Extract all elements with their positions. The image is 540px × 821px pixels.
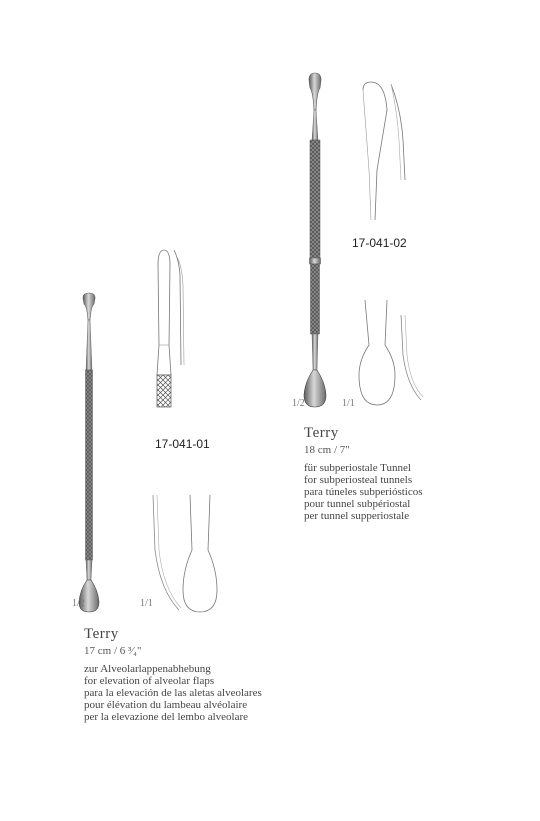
product-size-17-041-01: 17 cm / 6 ³⁄₄" (84, 645, 142, 657)
detail-17-041-02-bottom-spoon (355, 295, 425, 410)
description-de: zur Alveolarlappenabhebung (84, 663, 211, 675)
description-it: per la elevazione del lembo alveolare (84, 711, 248, 723)
product-name-17-041-02: Terry (304, 425, 339, 441)
description-es: para la elevación de las aletas alveolares (84, 687, 262, 699)
product-name-17-041-01: Terry (84, 626, 119, 642)
description-fr: pour tunnel subpériostal (304, 498, 411, 510)
detail-17-041-02-top-tip (355, 80, 415, 225)
product-size-17-041-02: 18 cm / 7" (304, 444, 350, 456)
scale-17-041-02-detail: 1/1 (342, 398, 355, 409)
scale-17-041-01-main: 1/2 (72, 598, 85, 609)
instrument-17-041-01-drawing (70, 290, 110, 620)
description-list-17-041-01 (84, 663, 262, 723)
description-it: per tunnel supperiostale (304, 510, 410, 522)
detail-17-041-01-bottom-spoon (145, 490, 235, 620)
scale-17-041-02-main: 1/2 (292, 398, 305, 409)
description-en: for subperiosteal tunnels (304, 474, 413, 486)
description-de: für subperiostale Tunnel (304, 462, 411, 474)
description-es: para túneles subperiósticos (304, 486, 423, 498)
description-list-17-041-02 (304, 462, 423, 522)
product-code-17-041-01: 17-041-01 (155, 437, 210, 451)
scale-17-041-01-detail: 1/1 (140, 598, 153, 609)
instrument-17-041-02-drawing (295, 70, 335, 415)
description-fr: pour élévation du lambeau alvéolaire (84, 699, 248, 711)
product-code-17-041-02: 17-041-02 (352, 236, 407, 250)
detail-17-041-01-top-tip (148, 245, 198, 425)
description-en: for elevation of alveolar flaps (84, 675, 215, 687)
